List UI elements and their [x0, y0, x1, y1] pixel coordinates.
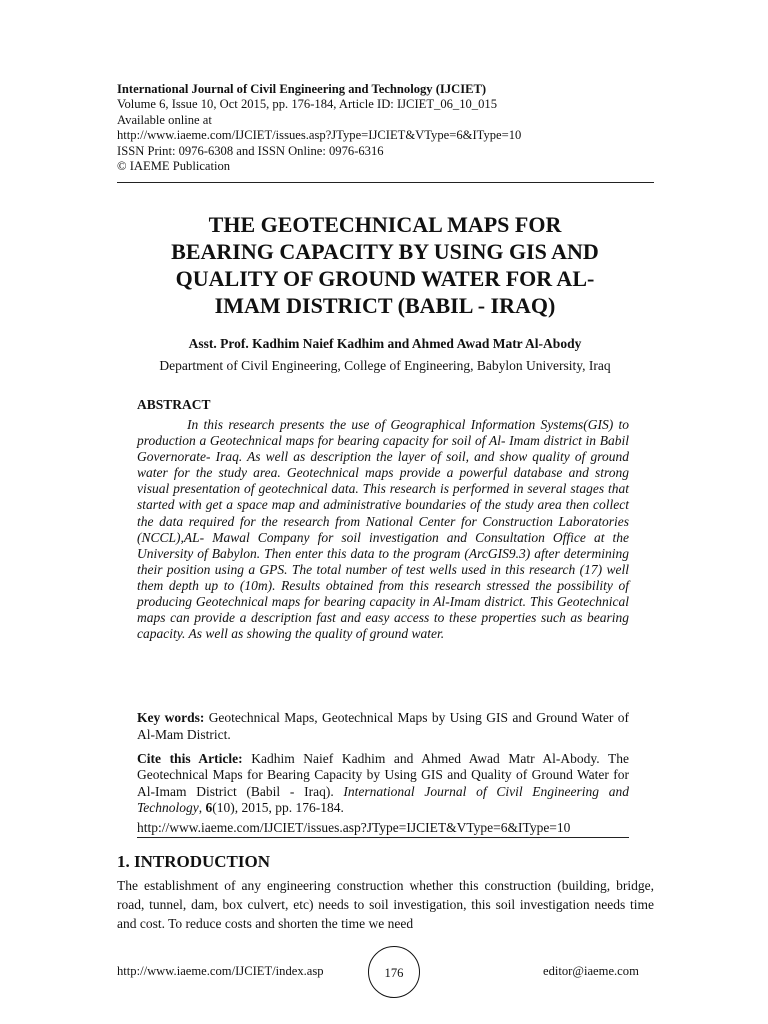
- issue-url-link[interactable]: http://www.iaeme.com/IJCIET/issues.asp?JType=IJCIET&VType=6&IType=10: [117, 128, 522, 143]
- keywords-text: Geotechnical Maps, Geotechnical Maps by Using GIS and Ground Water of Al-Mam District.: [137, 710, 630, 742]
- cite-volume: 6: [205, 799, 213, 815]
- title-line-3: QUALITY OF GROUND WATER FOR AL-: [175, 266, 595, 291]
- keywords-label: Key words:: [137, 710, 205, 725]
- page-number-badge: 176: [368, 946, 420, 998]
- cite-url-link[interactable]: http://www.iaeme.com/IJCIET/issues.asp?JType=IJCIET&VType=6&IType=10: [137, 820, 571, 835]
- footer-url-link[interactable]: http://www.iaeme.com/IJCIET/index.asp: [117, 964, 324, 978]
- available-online-label: Available online at: [117, 112, 212, 127]
- abstract-heading: ABSTRACT: [137, 397, 211, 412]
- keywords: [137, 710, 629, 743]
- cite-label: Cite this Article:: [137, 751, 243, 766]
- volume-line: Volume 6, Issue 10, Oct 2015, pp. 176-184, Article ID: IJCIET_06_10_015: [117, 97, 497, 112]
- publisher-line: © IAEME Publication: [117, 159, 231, 174]
- abstract-text: In this research presents the use of Geographical Information Systems(GIS) to production a Geotechnical maps for bearing capacity for soil of Al- Imam district in Babil Governorate- Iraq. As well as description the layer of soil, and show quality of ground water for the study area. Geotechnical maps provide a powerful database and strong visual presentation of geotechnical data. This research is performed in several stages that started with get a space map and administrative boundaries of the study area then collect the data required for the research from National Center for Construction Laboratories (NCCL),AL- Mawal Company for soil investigation and Consultation Office at the University of Babylon. Then enter this data to the program (ArcGIS9.3) after determining their position using a GPS. The total number of test wells used in this research (17) well them depth up to (10m). Results obtained from this research stressed the possibility of producing Geotechnical maps for bearing capacity in Al-Imam district. This Geotechnical maps can provide a description fast and easy access to these properties such as bearing capacity. As well as showing the quality of ground water.: [137, 417, 629, 642]
- journal-name: International Journal of Civil Engineering and Technology (IJCIET): [117, 82, 487, 96]
- issn-line: ISSN Print: 0976-6308 and ISSN Online: 0976-6316: [117, 143, 384, 158]
- cite-text: Kadhim Naief Kadhim and Ahmed Awad Matr Al-Abody. The Geotechnical Maps for Bearing Capacity by Using GIS and Quality of Ground Water for Al-Imam District (Babil - Iraq).: [137, 751, 630, 799]
- citation-divider: [137, 837, 629, 838]
- title-line-4: IMAM DISTRICT (BABIL - IRAQ): [214, 293, 556, 318]
- cite-journal: International Journal of Civil Engineering and Technology: [137, 783, 629, 815]
- introduction-heading: 1. INTRODUCTION: [117, 852, 271, 871]
- journal-header: [117, 82, 654, 174]
- title-line-1: THE GEOTECHNICAL MAPS FOR: [208, 212, 562, 237]
- citation: Cite this Article: Kadhim Naief Kadhim and Ahmed Awad Matr Al-Abody. The Geotechnical Maps for Bearing Capacity by Using GIS and Quality of Ground Water for Al-Imam District (Babil - Iraq). International Journal of Civil Engineering and Technology, 6(10), 2015, pp. 176-184.: [137, 751, 630, 815]
- introduction-text: The establishment of any engineering construction whether this construction (building, bridge, road, tunnel, dam, box culvert, etc) needs to soil investigation, this soil investigation needs time and cost. To reduce costs and shorten the time we need: [117, 878, 654, 931]
- authors: Asst. Prof. Kadhim Naief Kadhim and Ahmed Awad Matr Al-Abody: [188, 336, 582, 351]
- header-divider: [117, 182, 654, 183]
- cite-rest: (10), 2015, pp. 176-184.: [212, 799, 344, 815]
- affiliation: Department of Civil Engineering, College of Engineering, Babylon University, Iraq: [159, 358, 611, 373]
- footer-email-link[interactable]: editor@iaeme.com: [543, 964, 639, 978]
- paper-title: [110, 211, 660, 319]
- title-line-2: BEARING CAPACITY BY USING GIS AND: [171, 239, 599, 264]
